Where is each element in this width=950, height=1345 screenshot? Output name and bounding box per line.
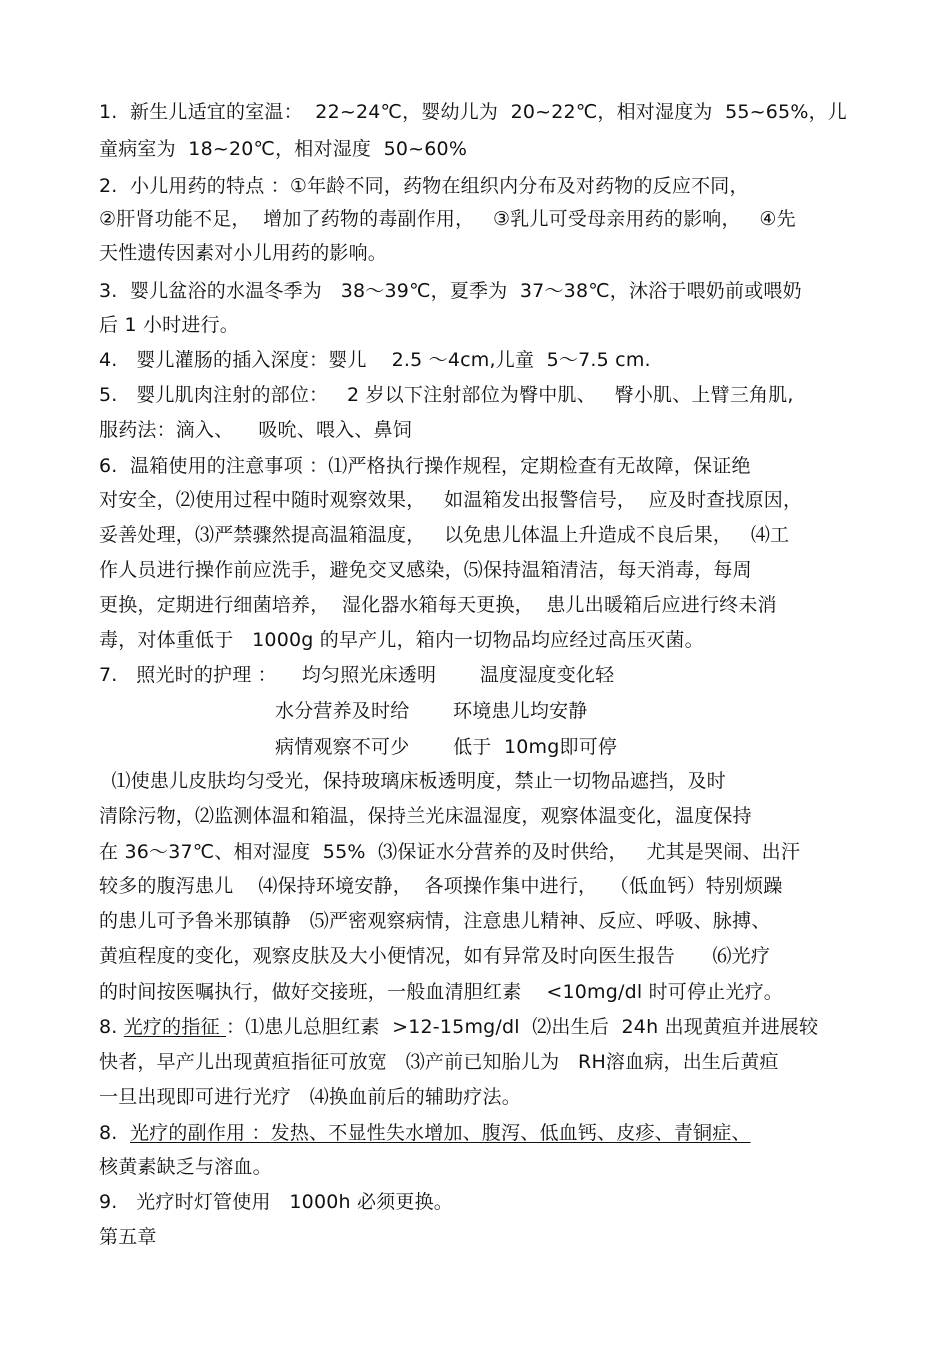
text-line: 后 1 小时进行。	[99, 314, 239, 336]
text-line: 对安全，⑵使用过程中随时观察效果， 如温箱发出报警信号， 应及时查找原因，	[99, 489, 803, 511]
text-line: ②肝肾功能不足， 增加了药物的毒副作用， ③乳儿可受母亲用药的影响， ④先	[99, 208, 796, 230]
text-line: 3. 婴儿盆浴的水温冬季为 38～39℃，夏季为 37～38℃，沐浴于喂奶前或喂奶	[99, 280, 802, 302]
text-line: 的患儿可予鲁米那镇静 ⑸严密观察病情，注意患儿精神、反应、呼吸、脉搏、	[99, 910, 771, 932]
text-line: 快者，早产儿出现黄疸指征可放宽 ⑶产前已知胎儿为 RH溶血病，出生后黄疸	[99, 1051, 779, 1073]
text-line: 6. 温箱使用的注意事项 ：⑴严格执行操作规程，定期检查有无故障，保证绝	[99, 455, 751, 477]
chapter-heading: 第五章	[99, 1226, 157, 1248]
text-line: 天性遗传因素对小儿用药的影响。	[99, 242, 388, 264]
text-line: 童病室为 18~20℃，相对湿度 50~60%	[99, 138, 468, 160]
side-effects-text: 发热、不显性失水增加、腹泻、低血钙、皮疹、青铜症、	[270, 1122, 751, 1144]
indication-text: ：⑴患儿总胆红素 >12-15mg/dl ⑵出生后 24h 出现黄疸并进展较	[226, 1016, 819, 1038]
text-line: 的时间按医嘱执行，做好交接班，一般血清胆红素 <10mg/dl 时可停止光疗。	[99, 981, 784, 1003]
text-line: 9. 光疗时灯管使用 1000h 必须更换。	[99, 1191, 454, 1213]
text-line: 1. 新生儿适宜的室温： 22~24℃，婴幼儿为 20~22℃，相对湿度为 55~65%，儿	[99, 101, 847, 123]
indication-line	[99, 1015, 818, 1039]
poem-line: 水分营养及时给 环境患儿均安静	[275, 700, 588, 722]
side-effects-line	[99, 1121, 751, 1145]
item-number: 8.	[99, 1122, 131, 1144]
text-line: 4. 婴儿灌肠的插入深度：婴儿 2.5 ～4cm,儿童 5～7.5 cm.	[99, 349, 651, 371]
text-line: 较多的腹泻患儿 ⑷保持环境安静， 各项操作集中进行， （低血钙）特别烦躁	[99, 875, 783, 897]
text-line: 作人员进行操作前应洗手，避免交叉感染，⑸保持温箱清洁，每天消毒，每周	[99, 559, 752, 581]
text-line: 毒，对体重低于 1000g 的早产儿，箱内一切物品均应经过高压灭菌。	[99, 629, 704, 651]
text-line: 5. 婴儿肌肉注射的部位： 2 岁以下注射部位为臀中肌、 臀小肌、上臂三角肌,	[99, 384, 794, 406]
text-line: 妥善处理，⑶严禁骤然提高温箱温度， 以免患儿体温上升造成不良后果， ⑷工	[99, 524, 790, 546]
side-effects-heading: 光疗的副作用 ：	[130, 1122, 271, 1144]
text-line: 2. 小儿用药的特点 ：①年龄不同，药物在组织内分布及对药物的反应不同，	[99, 175, 749, 197]
text-line: 7. 照光时的护理 ： 均匀照光床透明 温度湿度变化轻	[99, 664, 615, 686]
text-line: 黄疸程度的变化，观察皮肤及大小便情况，如有异常及时向医生报告 ⑹光疗	[99, 945, 771, 967]
text-line: 清除污物，⑵监测体温和箱温，保持兰光床温湿度，观察体温变化，温度保持	[99, 805, 752, 827]
text-line: ⑴使患儿皮肤均匀受光，保持玻璃床板透明度，禁止一切物品遮挡，及时	[99, 770, 726, 792]
text-line: 服药法：滴入、 吸吮、喂入、鼻饲	[99, 419, 412, 441]
indication-heading: 光疗的指征	[123, 1016, 227, 1038]
text-line: 一旦出现即可进行光疗 ⑷换血前后的辅助疗法。	[99, 1086, 521, 1108]
text-line: 核黄素缺乏与溶血。	[99, 1156, 272, 1178]
text-line: 在 36～37℃、相对湿度 55% ⑶保证水分营养的及时供给， 尤其是哭闹、出汗	[99, 841, 801, 863]
item-number: 8.	[99, 1016, 124, 1038]
poem-line: 病情观察不可少 低于 10mg即可停	[275, 736, 618, 758]
text-line: 更换，定期进行细菌培养， 湿化器水箱每天更换， 患儿出暖箱后应进行终未消	[99, 594, 777, 616]
